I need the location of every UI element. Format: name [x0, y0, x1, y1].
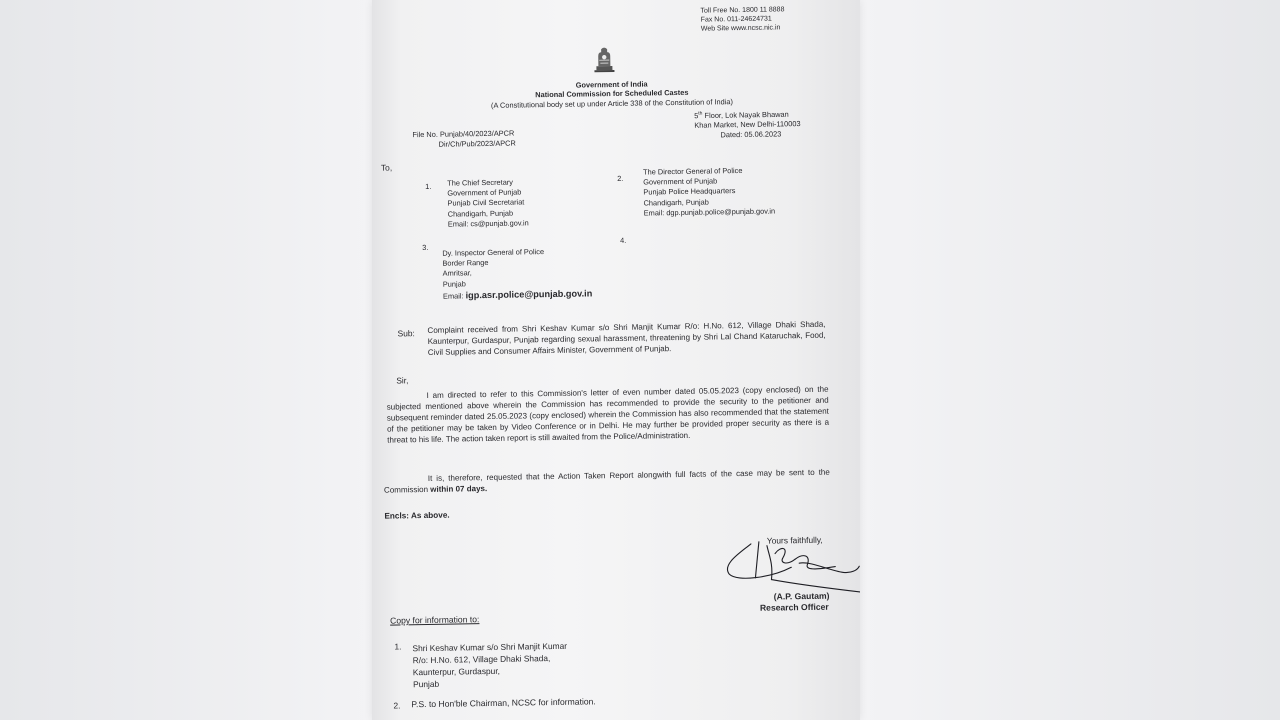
subject-text: Complaint received from Shri Keshav Kumar s/o Shri Manjit Kumar R/o: H.No. 612, Village Dhaki Shada, Kaunterpur, Gurdaspur, Punjab regarding sexual harassment, threatening by Shri Lal Chand Kataruchak, Food, Civil Supplies and Consumer Affairs Minister, Government of Punjab. [427, 319, 826, 357]
salutation: Sir, [396, 375, 409, 386]
toll-free-number: Toll Free No. 1800 11 8888 [700, 6, 785, 15]
recipient-3-number: 3. [422, 242, 429, 253]
body-paragraph-1: I am directed to refer to this Commission's letter of even number dated 05.05.2023 (copy enclosed) on the subjected mentioned above wherein the Commission has recommended to provide the security to the petitioner and subsequent reminder dated 25.05.2023 (copy enclosed) wherein the Commission has also recommended that the statement of the petitioner may be taken by Video Conference or in Delhi. He may further be provided proper security as there is a threat to his life. The action taken report is still awaited from the Police/Administration. [386, 384, 830, 445]
copy-2-text: P.S. to Hon'ble Chairman, NCSC for information. [411, 696, 596, 710]
website: Web Site www.ncsc.nic.in [700, 24, 781, 33]
recipient-3-line: Punjab [442, 279, 466, 289]
recipient-1-line: Government of Punjab [447, 187, 522, 198]
copy-1-address [412, 641, 567, 691]
handwritten-signature [711, 532, 860, 598]
letterhead [372, 76, 856, 112]
address-line-2: Khan Market, New Delhi-110003 [694, 119, 801, 130]
recipient-3-email: igp.asr.police@punjab.gov.in [465, 288, 593, 301]
copy-1-line: Shri Keshav Kumar s/o Shri Manjit Kumar [412, 640, 568, 654]
subject-label: Sub: [397, 328, 415, 339]
to-label: To, [380, 162, 393, 173]
letter-photo [372, 0, 860, 720]
recipient-4-number: 4. [620, 235, 627, 245]
constitutional-note: (A Constitutional body set up under Article 338 of the Constitution of India) [490, 97, 734, 110]
file-number-block [412, 129, 516, 150]
letter-date: Dated: 05.06.2023 [720, 129, 782, 140]
recipient-1-email: Email: cs@punjab.gov.in [447, 218, 529, 229]
body-paragraph-2: It is, therefore, requested that the Action Taken Report alongwith full facts of the case may be sent to the Commission within 07 days. [383, 467, 830, 495]
government-title: Government of India [575, 79, 648, 90]
right-background [860, 0, 1280, 720]
copy-1-line: Kaunterpur, Gurdaspur, [412, 665, 501, 678]
recipient-2-line: Chandigarh, Punjab [643, 197, 709, 208]
copy-2-number: 2. [393, 700, 401, 711]
recipient-3-line: Border Range [442, 258, 489, 268]
deadline-emphasis: within 07 days. [430, 483, 488, 494]
recipient-1-line: Chandigarh, Punjab [447, 208, 514, 219]
enclosures: Encls: As above. [384, 510, 450, 521]
recipient-1-line: Punjab Civil Secretariat [447, 197, 525, 209]
copy-1-line: R/o: H.No. 612, Village Dhaki Shada, [412, 652, 551, 666]
recipient-3-line: Amritsar, [442, 268, 472, 279]
recipient-2-email: Email: dgp.punjab.police@punjab.gov.in [643, 206, 776, 218]
recipient-2-line: Punjab Police Headquarters [643, 186, 736, 197]
commission-title: National Commission for Scheduled Castes [535, 88, 689, 100]
recipient-2-line: Government of Punjab [643, 176, 718, 187]
copy-1-number: 1. [394, 641, 402, 652]
signer-name: (A.P. Gautam) [773, 590, 830, 602]
address-line-1: 5th Floor, Lok Nayak Bhawan [694, 109, 789, 121]
office-address [694, 109, 801, 140]
dir-number: Dir/Ch/Pub/2023/APCR [438, 138, 516, 149]
national-emblem-icon [589, 44, 619, 74]
recipient-2-line: The Director General of Police [642, 165, 743, 177]
recipient-1-number: 1. [425, 181, 432, 191]
closing: Yours faithfully, [766, 534, 823, 546]
file-number: File No. Punjab/40/2023/APCR [412, 128, 515, 140]
recipient-1-address [447, 177, 529, 229]
left-background [0, 0, 372, 720]
recipient-2-number: 2. [617, 173, 624, 183]
copy-label: Copy for information to: [389, 614, 480, 626]
letter-document [372, 0, 860, 720]
contact-block [700, 5, 784, 34]
recipient-1-line: The Chief Secretary [447, 177, 513, 188]
recipient-3-email-line: Email: igp.asr.police@punjab.gov.in [442, 288, 593, 301]
signer-designation: Research Officer [759, 601, 829, 613]
copy-1-line: Punjab [412, 678, 440, 689]
recipient-3-line: Dy. Inspector General of Police [442, 247, 545, 258]
fax-number: Fax No. 011-24624731 [700, 15, 772, 24]
recipient-2-address [643, 165, 775, 218]
recipient-3-address [442, 246, 592, 302]
